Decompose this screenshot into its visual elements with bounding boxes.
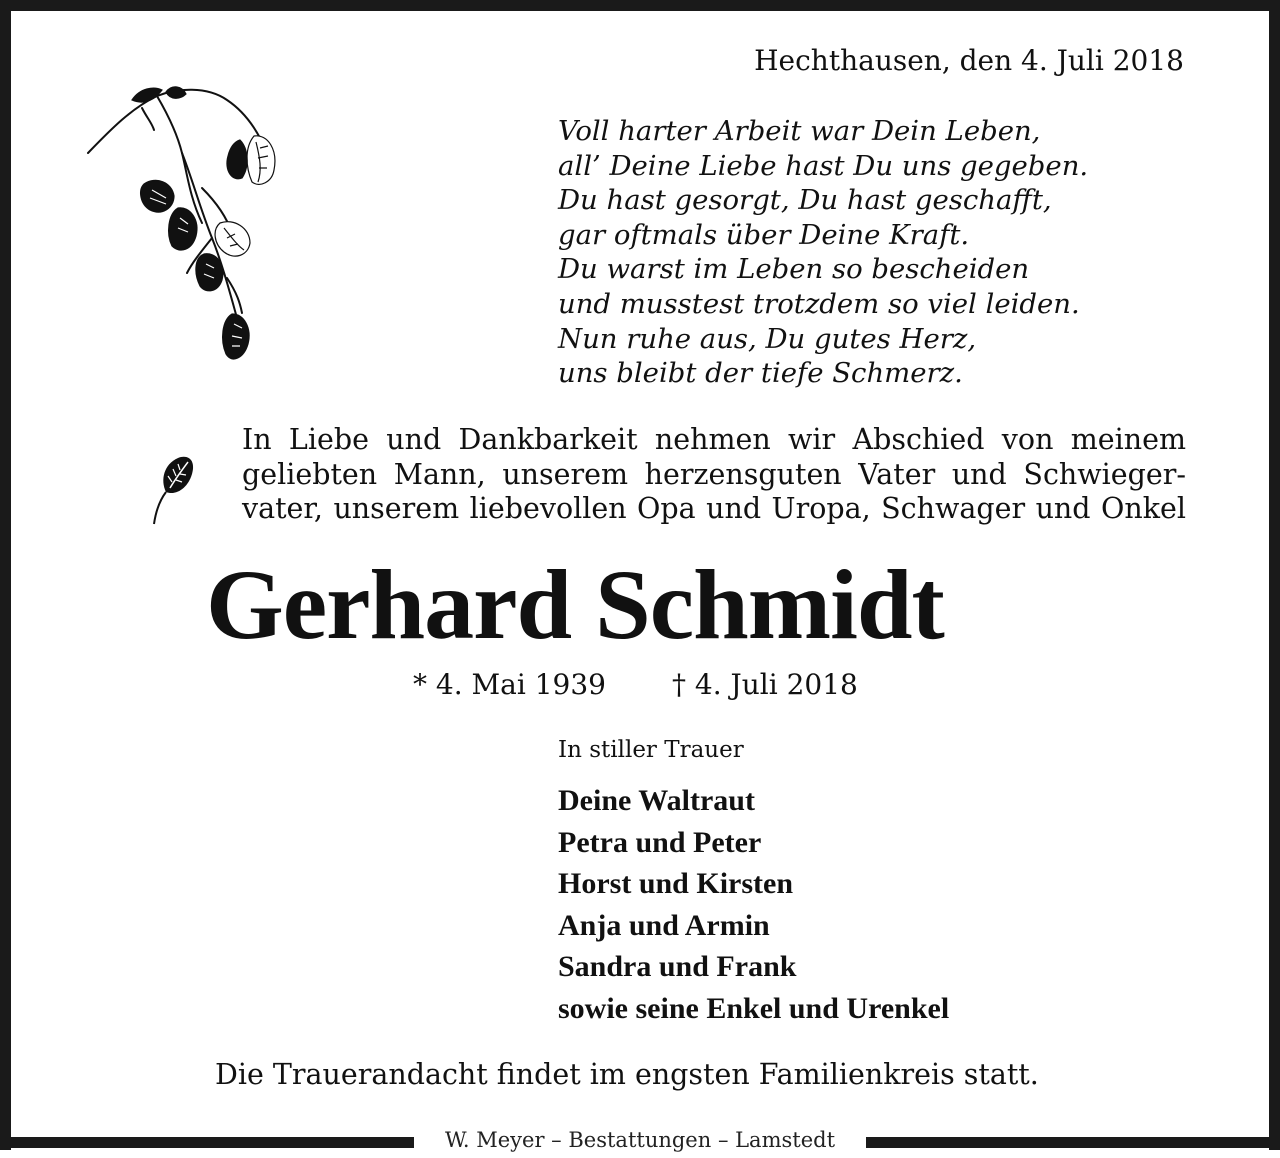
poem-line: gar oftmals über Deine Kraft. <box>558 218 970 251</box>
poem <box>558 114 1088 391</box>
intro-text <box>242 423 1186 527</box>
intro-line: vater, unserem liebevollen Opa und Uropa, Schwager und Onkel <box>242 492 1186 526</box>
mourner-entry: Anja und Armin <box>558 908 770 942</box>
poem-line: Du warst im Leben so bescheiden <box>558 253 1030 286</box>
intro-line: geliebten Mann, unserem herzensguten Vater und Schwieger- <box>242 457 1186 491</box>
leaf-icon <box>142 450 202 528</box>
funeral-home-footer: W. Meyer – Bestattungen – Lamstedt <box>444 1128 836 1152</box>
deceased-name: Gerhard Schmidt <box>206 549 944 660</box>
mourner-entry: sowie seine Enkel und Urenkel <box>558 991 950 1025</box>
mourner-entry: Sandra und Frank <box>558 950 797 984</box>
frame-bottom-border-left <box>0 1137 414 1148</box>
poem-line: uns bleibt der tiefe Schmerz. <box>558 357 963 390</box>
mourner-entry: Horst und Kirsten <box>558 867 794 901</box>
mourner-entry: Petra und Peter <box>558 825 762 859</box>
frame-top-border <box>0 0 1280 11</box>
poem-line: all’ Deine Liebe hast Du uns gegeben. <box>558 149 1089 182</box>
intro-line: In Liebe und Dankbarkeit nehmen wir Abschied von meinem <box>242 423 1186 456</box>
frame-bottom-border-right <box>866 1137 1280 1148</box>
poem-line: Du hast gesorgt, Du hast geschafft, <box>558 184 1052 217</box>
mourning-heading: In stiller Trauer <box>558 737 744 763</box>
frame-left-border <box>0 0 11 1150</box>
birch-branch-illustration <box>82 78 292 378</box>
mourner-entry: Deine Waltraut <box>558 784 755 817</box>
mourners-list <box>558 780 949 1030</box>
poem-line: und musstest trotzdem so viel leiden. <box>558 287 1080 320</box>
frame-right-border <box>1269 0 1280 1150</box>
poem-line: Voll harter Arbeit war Dein Leben, <box>558 115 1041 147</box>
birth-date: * 4. Mai 1939 <box>413 668 606 701</box>
dateline: Hechthausen, den 4. Juli 2018 <box>754 44 1184 77</box>
death-date: † 4. Juli 2018 <box>672 668 858 701</box>
poem-line: Nun ruhe aus, Du gutes Herz, <box>558 322 977 355</box>
closing-note: Die Trauerandacht findet im engsten Familienkreis statt. <box>215 1058 1039 1091</box>
